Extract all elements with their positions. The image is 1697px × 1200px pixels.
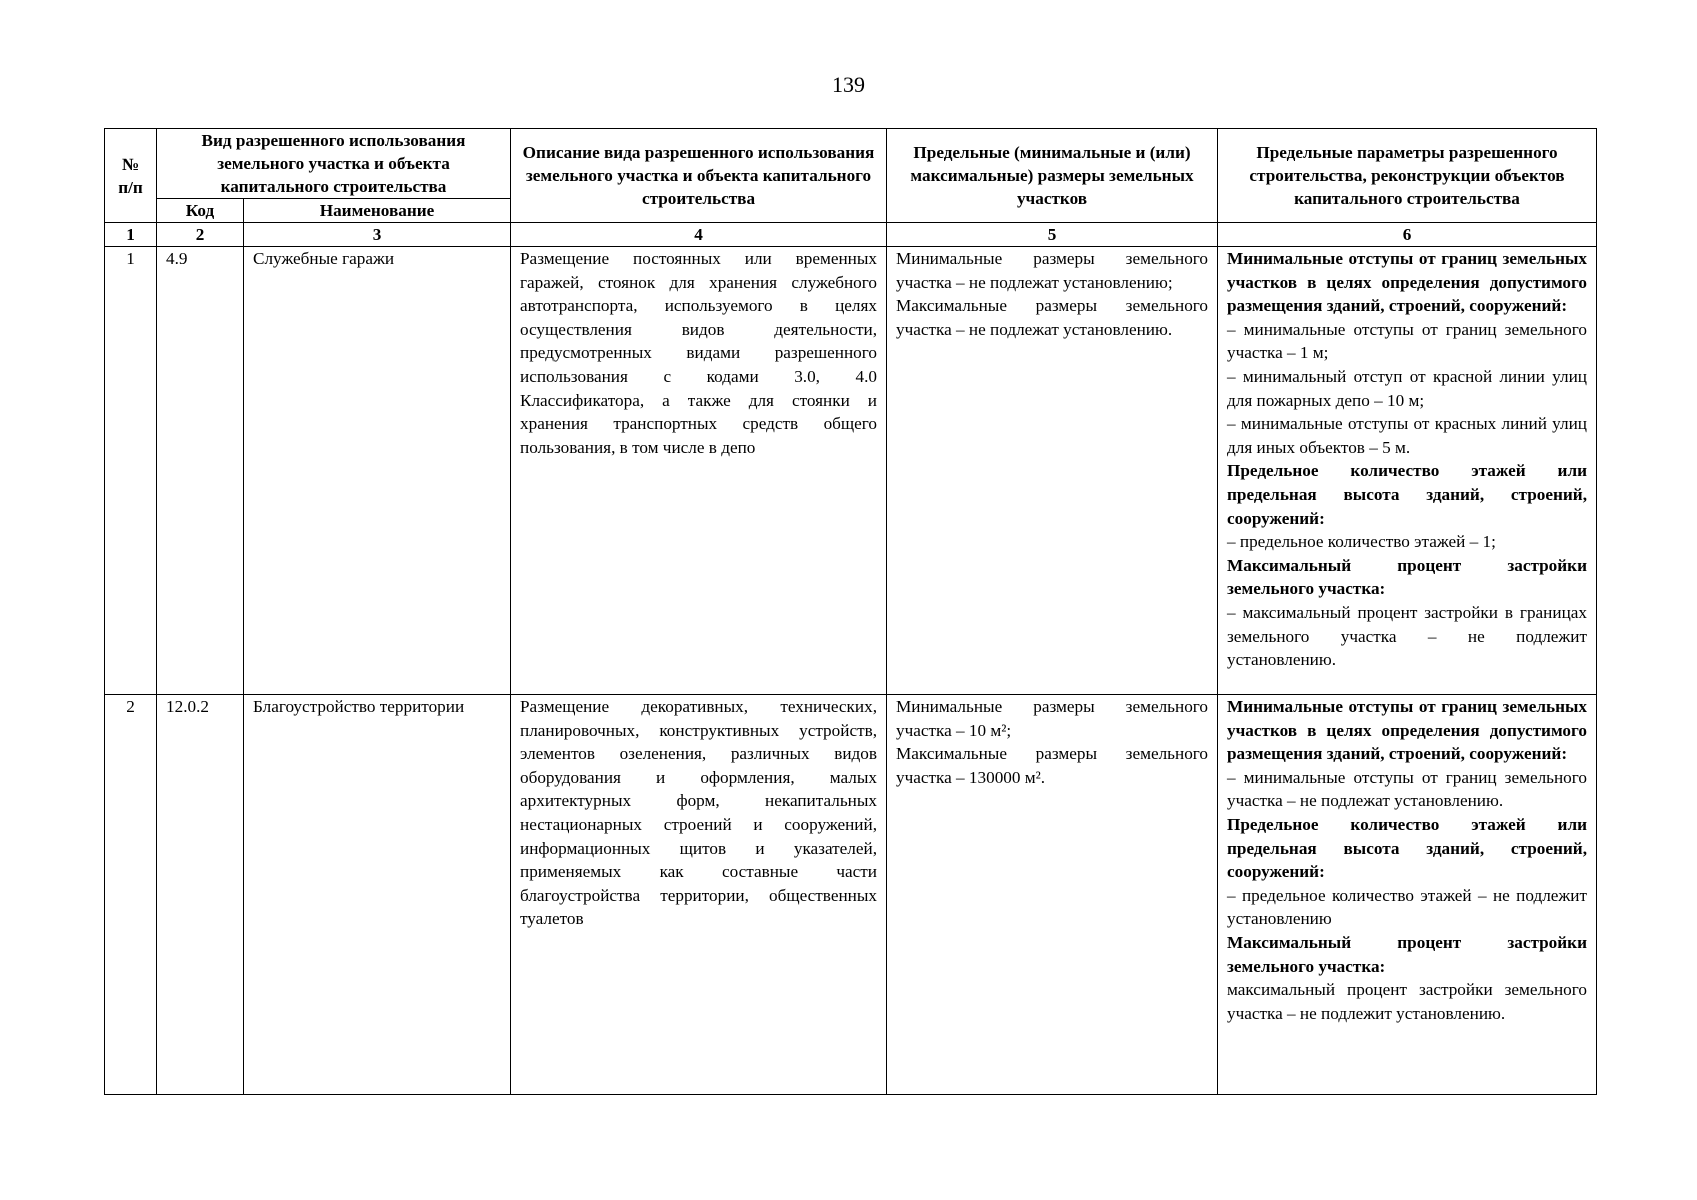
- param-line: – минимальный отступ от красной линии улиц для пожарных депо – 10 м;: [1227, 366, 1587, 410]
- param-line: – минимальные отступы от границ земельного участка – не подлежат установлению.: [1227, 767, 1587, 811]
- column-number: 3: [244, 223, 511, 247]
- row-params: [1218, 247, 1597, 695]
- param-heading: Максимальный процент застройки земельного участка:: [1227, 932, 1587, 976]
- column-number: 2: [157, 223, 244, 247]
- size-line: Максимальные размеры земельного участка – 130000 м².: [896, 744, 1208, 787]
- row-name: Благоустройство территории: [244, 695, 511, 1095]
- row-description: Размещение декоративных, технических, планировочных, конструктивных устройств, элементов озеленения, различных видов оборудования и оформления, малых архитектурных форм, некапитальных нестационарных строений и сооружений, информационных щитов и указателей, применяемых как составные части благоустройства территории, общественных туалетов: [511, 695, 887, 1095]
- row-sizes: [887, 695, 1218, 1095]
- param-heading: Предельное количество этажей или предельная высота зданий, строений, сооружений:: [1227, 814, 1587, 882]
- param-line: максимальный процент застройки земельного участка – не подлежит установлению.: [1227, 980, 1587, 1023]
- param-heading: Минимальные отступы от границ земельных участков в целях определения допустимого размещения зданий, строений, сооружений:: [1227, 249, 1587, 316]
- table-row: [105, 247, 1597, 695]
- size-line: Минимальные размеры земельного участка – не подлежат установлению;: [896, 249, 1208, 292]
- param-line: – минимальные отступы от границ земельного участка – 1 м;: [1227, 319, 1587, 363]
- column-number: 6: [1218, 223, 1597, 247]
- column-number: 5: [887, 223, 1218, 247]
- header-params: Предельные параметры разрешенного строительства, реконструкции объектов капитального строительства: [1218, 129, 1597, 223]
- header-row: [105, 129, 1597, 199]
- header-description: Описание вида разрешенного использования земельного участка и объекта капитального строительства: [511, 129, 887, 223]
- row-number: 1: [105, 247, 157, 695]
- size-line: Минимальные размеры земельного участка – 10 м²;: [896, 697, 1208, 740]
- land-use-table: [104, 128, 1597, 1095]
- row-code: 4.9: [157, 247, 244, 695]
- param-line: – предельное количество этажей – не подлежит установлению: [1227, 885, 1587, 929]
- column-number: 1: [105, 223, 157, 247]
- row-params: [1218, 695, 1597, 1095]
- param-heading: Предельное количество этажей или предельная высота зданий, строений, сооружений:: [1227, 461, 1587, 528]
- param-heading: Максимальный процент застройки земельного участка:: [1227, 555, 1587, 599]
- size-line: Максимальные размеры земельного участка – не подлежат установлению.: [896, 296, 1208, 339]
- row-name: Служебные гаражи: [244, 247, 511, 695]
- row-sizes: [887, 247, 1218, 695]
- param-line: – предельное количество этажей – 1;: [1227, 532, 1496, 552]
- column-number-row: [105, 223, 1597, 247]
- row-number: 2: [105, 695, 157, 1095]
- param-heading: Минимальные отступы от границ земельных участков в целях определения допустимого размещения зданий, строений, сооружений:: [1227, 697, 1587, 764]
- row-description: Размещение постоянных или временных гаражей, стоянок для хранения служебного автотранспорта, используемого в целях осуществления видов деятельности, предусмотренных видами разрешенного использования с кодами 3.0, 4.0 Классификатора, а также для стоянки и хранения транспортных средств общего пользования, в том числе в депо: [511, 247, 887, 695]
- header-name: Наименование: [244, 199, 511, 223]
- param-line: – максимальный процент застройки в границах земельного участка – не подлежит установлению.: [1227, 602, 1587, 670]
- param-line: – минимальные отступы от красных линий улиц для иных объектов – 5 м.: [1227, 414, 1587, 457]
- table-row: [105, 695, 1597, 1095]
- header-code: Код: [157, 199, 244, 223]
- header-num: № п/п: [105, 129, 157, 223]
- header-sizes: Предельные (минимальные и (или) максимальные) размеры земельных участков: [887, 129, 1218, 223]
- column-number: 4: [511, 223, 887, 247]
- header-use-type: Вид разрешенного использования земельного участка и объекта капитального строительства: [157, 129, 511, 199]
- row-code: 12.0.2: [157, 695, 244, 1095]
- page-number: 139: [832, 72, 865, 97]
